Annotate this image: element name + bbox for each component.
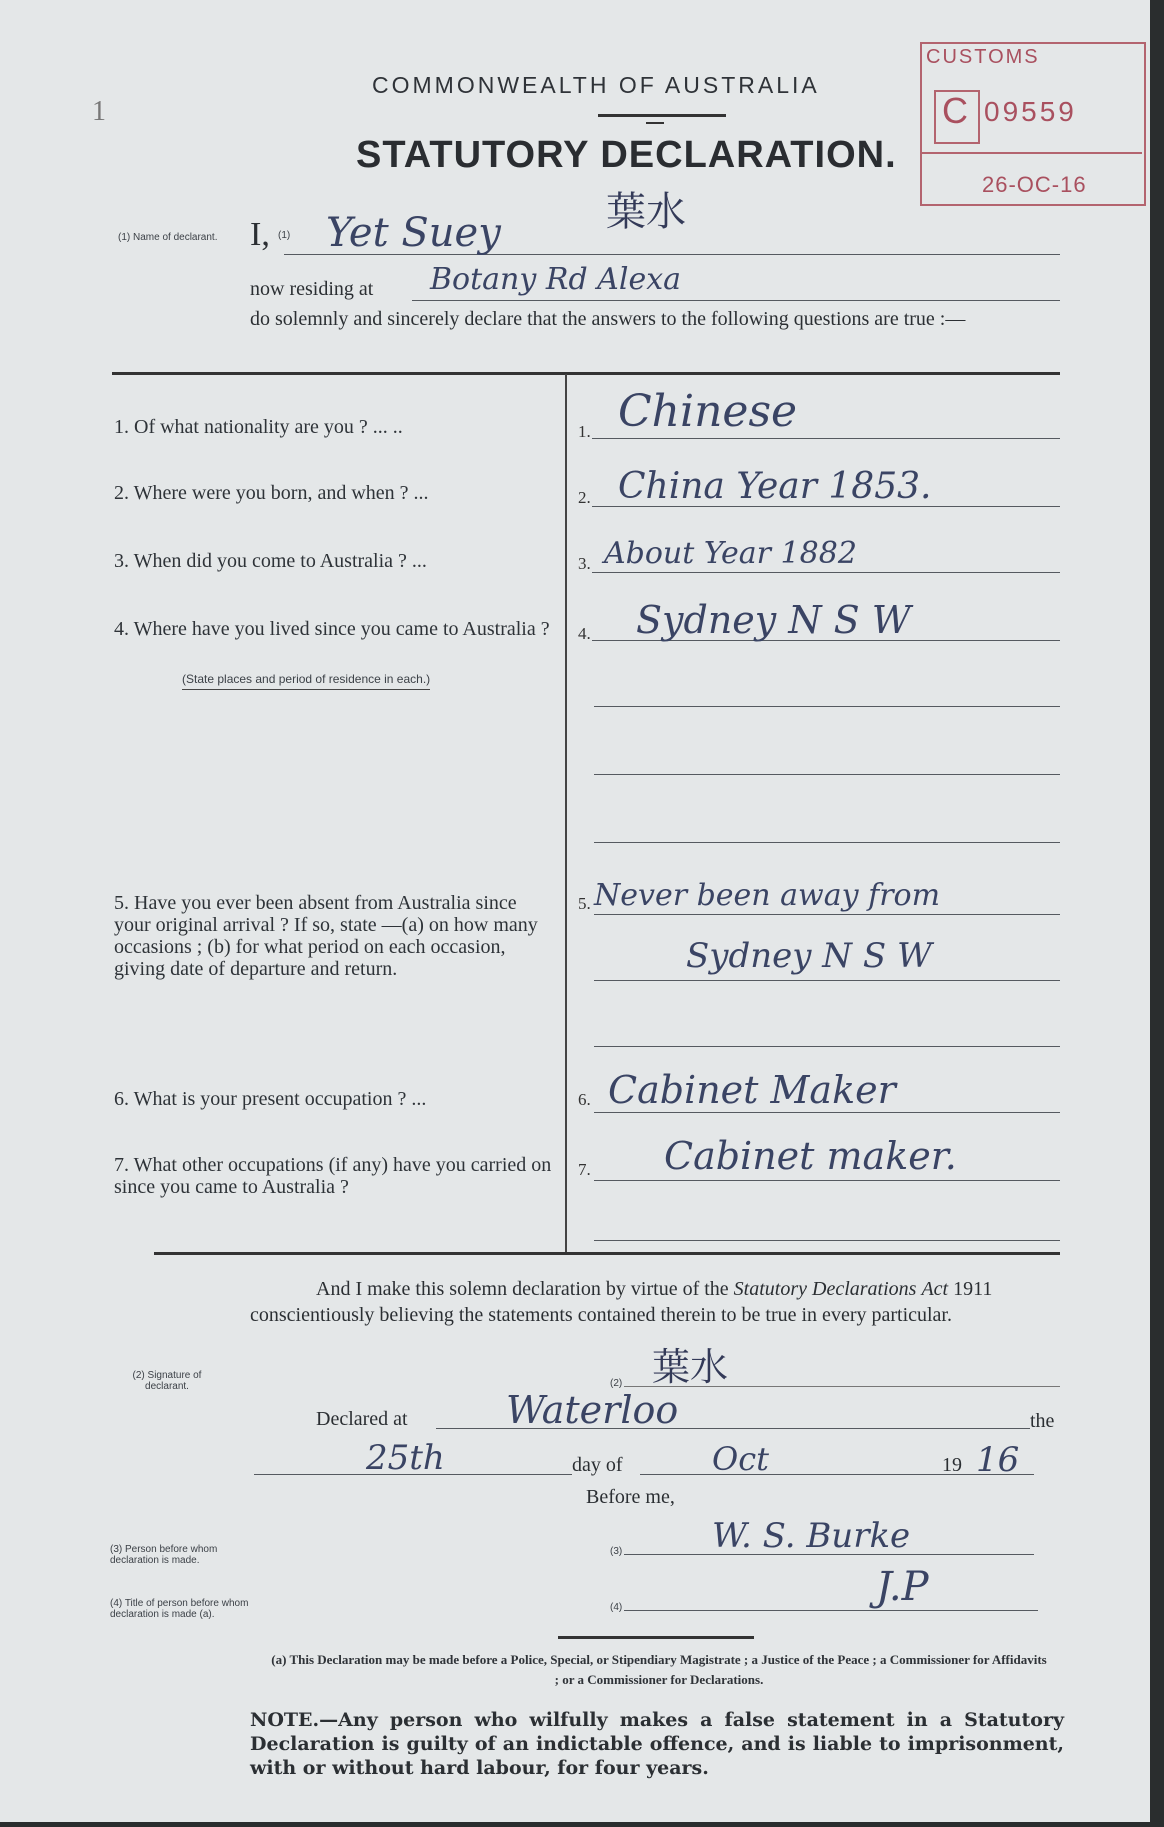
residing-value: Botany Rd Alexa xyxy=(430,262,682,297)
question-4: 4. Where have you lived since you came to Australia ? xyxy=(114,618,550,640)
year-prefix: 19 xyxy=(942,1454,962,1476)
answer-7-line xyxy=(594,1180,1060,1181)
declarant-i: I, xyxy=(250,216,270,253)
header-commonwealth: COMMONWEALTH OF AUSTRALIA xyxy=(372,72,820,98)
question-4-note: (State places and period of residence in each.) xyxy=(182,672,430,690)
year-line xyxy=(942,1474,1034,1475)
answer-2: China Year 1853. xyxy=(618,466,932,507)
answer-7-line-2 xyxy=(594,1240,1060,1241)
answer-5-line xyxy=(594,914,1060,915)
declarant-signature: 葉水 xyxy=(652,1345,729,1389)
footer-note: NOTE.—Any person who wilfully makes a false statement in a Statutory Declaration is guilty of an indictable offence, and is liable to imprisonment, with or without hard labour, for four years. xyxy=(250,1709,1064,1779)
answer-3-number: 3. xyxy=(578,554,591,573)
margin-note-4: (4) Title of person before whom declaration is made (a). xyxy=(110,1598,249,1620)
answer-2-number: 2. xyxy=(578,488,591,507)
month-value: Oct xyxy=(712,1440,770,1478)
residing-line xyxy=(412,300,1060,301)
answer-7-number: 7. xyxy=(578,1160,591,1179)
declarant-name: Yet Suey xyxy=(326,210,501,256)
header-underline-2 xyxy=(646,122,664,124)
answer-6: Cabinet Maker xyxy=(608,1068,896,1112)
day-of-label: day of xyxy=(572,1454,623,1476)
answer-4-line-2 xyxy=(594,706,1060,707)
answer-1: Chinese xyxy=(618,386,798,437)
bottom-divider xyxy=(154,1252,1060,1255)
document-title: STATUTORY DECLARATION. xyxy=(356,134,897,176)
header-underline xyxy=(598,114,726,117)
declarant-name-chinese: 葉水 xyxy=(606,189,686,235)
answer-5-line-3 xyxy=(594,1046,1060,1047)
margin-note-1: (1) Name of declarant. xyxy=(118,232,218,243)
page-mark: 1 xyxy=(92,96,106,127)
year-value: 16 xyxy=(976,1440,1020,1480)
answer-4: Sydney N S W xyxy=(636,598,911,642)
answer-6-line xyxy=(594,1112,1060,1113)
answer-5-number: 5. xyxy=(578,894,591,913)
the-label: the xyxy=(1030,1410,1055,1432)
ref-1: (1) xyxy=(278,230,291,241)
answer-4-line-3 xyxy=(594,774,1060,775)
question-1: 1. Of what nationality are you ? ... .. xyxy=(114,416,403,438)
solemn-declaration-text: And I make this solemn declaration by virtue of the Statutory Declarations Act 1911 conscientiously believing the statements contained therein to be true in every particular. xyxy=(250,1278,993,1326)
ref-2: (2) xyxy=(610,1378,623,1389)
answer-5-continued: Sydney N S W xyxy=(686,936,932,976)
witness-name: W. S. Burke xyxy=(712,1516,911,1556)
footnote-rule xyxy=(558,1636,754,1639)
answer-4-number: 4. xyxy=(578,624,591,643)
answer-1-number: 1. xyxy=(578,422,591,441)
customs-stamp: CUSTOMS C 09559 26-OC-16 xyxy=(920,42,1146,206)
before-me-label: Before me, xyxy=(586,1486,675,1508)
question-2: 2. Where were you born, and when ? ... xyxy=(114,482,429,504)
top-divider xyxy=(112,372,1060,375)
witness-title: J.P xyxy=(876,1564,929,1610)
declare-text: do solemnly and sincerely declare that the answers to the following questions are true :— xyxy=(250,308,966,330)
column-divider xyxy=(565,374,567,1252)
answer-6-number: 6. xyxy=(578,1090,591,1109)
answer-5-line-2 xyxy=(594,980,1060,981)
answer-5: Never been away from xyxy=(594,878,941,913)
ref-3: (3) xyxy=(610,1546,623,1557)
answer-7: Cabinet maker. xyxy=(664,1134,957,1178)
declared-at-value: Waterloo xyxy=(506,1388,679,1432)
title-line xyxy=(624,1610,1038,1611)
footnote: (a) This Declaration may be made before a Police, Special, or Stipendiary Magistrate ; a Justice of the Peace ; a Commissioner for Affidavits ; or a Commissioner for Declarations. xyxy=(271,1652,1047,1687)
question-5: 5. Have you ever been absent from Australia since your original arrival ? If so, state —(a) on how many occasions ; (b) for what period on each occasion, giving date of departure and return. xyxy=(114,892,538,980)
answer-3: About Year 1882 xyxy=(604,536,857,571)
margin-note-3: (3) Person before whom declaration is made. xyxy=(110,1544,218,1566)
residing-label: now residing at xyxy=(250,278,374,300)
question-7: 7. What other occupations (if any) have you carried on since you came to Australia ? xyxy=(114,1154,552,1198)
answer-3-line xyxy=(592,572,1060,573)
day-value: 25th xyxy=(366,1438,445,1478)
margin-note-2: (2) Signature of declarant. xyxy=(132,1370,202,1392)
question-3: 3. When did you come to Australia ? ... xyxy=(114,550,427,572)
month-line xyxy=(640,1474,942,1475)
ref-4: (4) xyxy=(610,1602,623,1613)
answer-1-line xyxy=(592,438,1060,439)
declared-at-label: Declared at xyxy=(316,1408,408,1430)
question-6: 6. What is your present occupation ? ... xyxy=(114,1088,427,1110)
answer-4-line-4 xyxy=(594,842,1060,843)
